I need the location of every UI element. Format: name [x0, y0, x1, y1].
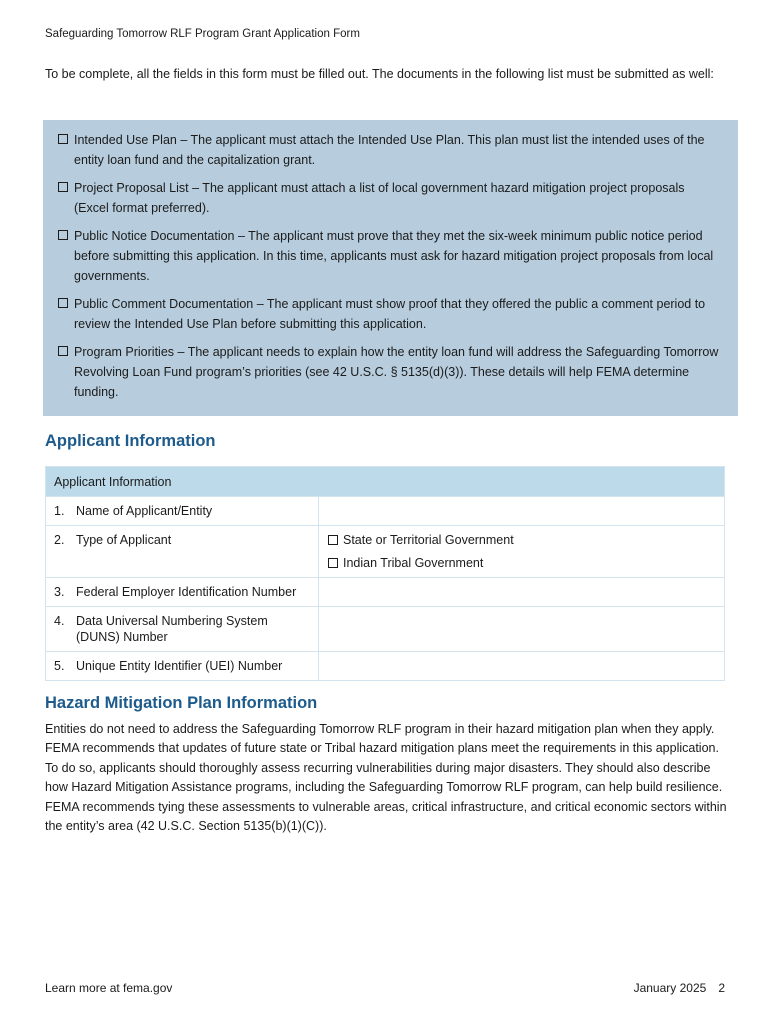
table-row — [46, 607, 725, 652]
intro-paragraph: To be complete, all the fields in this form must be filled out. The documents in the following list must be submitted as well: — [45, 67, 714, 81]
row-label — [46, 578, 319, 607]
hazard-mitigation-paragraph: Entities do not need to address the Safeguarding Tomorrow RLF program in their hazard mitigation plan when they apply. FEMA recommends that updates of future state or Tribal hazard mitigation plans meet the requirements in this application. To do so, applicants should thoroughly assess recurring vulnerabilities during major disasters. They should also describe how Hazard Mitigation Assistance programs, including the Safeguarding Tomorrow RLF program, can help build resilience. FEMA recommends tying these assessments to vulnerable areas, critical infrastructure, and critical economic sectors within the entity’s area (42 U.S.C. Section 5135(b)(1)(C)). — [45, 722, 727, 834]
row-label — [46, 652, 319, 681]
row-label — [46, 607, 319, 652]
row-label-text: Name of Applicant/Entity — [76, 504, 213, 518]
applicant-name-field[interactable] — [319, 497, 725, 526]
checkbox[interactable] — [58, 230, 68, 240]
table-row — [46, 578, 725, 607]
row-number: 3. — [54, 585, 65, 599]
page-header-title: Safeguarding Tomorrow RLF Program Grant Application Form — [45, 28, 360, 40]
document-checklist — [43, 120, 738, 416]
table-row — [46, 652, 725, 681]
checkbox[interactable] — [58, 182, 68, 192]
option-state-territorial — [327, 532, 716, 548]
checkbox[interactable] — [58, 298, 68, 308]
checkbox[interactable] — [328, 558, 338, 568]
checkbox[interactable] — [58, 134, 68, 144]
checklist-item-public-comment — [57, 294, 724, 334]
row-number: 2. — [54, 533, 65, 547]
fein-field[interactable] — [319, 578, 725, 607]
duns-field[interactable] — [319, 607, 725, 652]
option-indian-tribal — [327, 555, 716, 571]
table-row — [46, 526, 725, 578]
table-row — [46, 497, 725, 526]
table-header-row — [46, 467, 725, 497]
footer-link-text: Learn more at fema.gov — [45, 981, 173, 995]
table-header: Applicant Information — [46, 467, 725, 497]
applicant-information-heading: Applicant Information — [45, 432, 216, 450]
row-label — [46, 497, 319, 526]
applicant-information-table — [45, 466, 725, 681]
applicant-type-options — [319, 526, 725, 578]
footer-date: January 2025 — [633, 981, 707, 995]
checkbox[interactable] — [58, 346, 68, 356]
row-label — [46, 526, 319, 578]
row-label-text: Unique Entity Identifier (UEI) Number — [76, 659, 283, 673]
checklist-item-text: Public Comment Documentation – The applicant must show proof that they offered the public a comment period to review the Intended Use Plan before submitting this application. — [74, 297, 706, 331]
checkbox[interactable] — [328, 535, 338, 545]
checklist-item-intended-use-plan — [57, 130, 724, 170]
checklist-item-text: Project Proposal List – The applicant must attach a list of local government hazard mitigation project proposals (Excel format preferred). — [74, 181, 685, 215]
checklist-item-project-proposal-list — [57, 178, 724, 218]
row-label-text: Data Universal Numbering System (DUNS) Number — [76, 614, 268, 644]
row-label-text: Type of Applicant — [76, 533, 172, 547]
checklist-item-text: Program Priorities – The applicant needs to explain how the entity loan fund will address the Safeguarding Tomorrow Revolving Loan Fund program’s priorities (see 42 U.S.C. § 5135(d)(3)). These details will help FEMA determine funding. — [74, 345, 719, 399]
checklist-item-public-notice — [57, 226, 724, 286]
option-label: State or Territorial Government — [343, 533, 514, 547]
checklist-item-program-priorities — [57, 342, 724, 402]
row-number: 4. — [54, 614, 65, 628]
checklist-item-text: Public Notice Documentation – The applicant must prove that they met the six-week minimum public notice period before submitting this application. In this time, applicants must ask for hazard mitigation project proposals from local governments. — [74, 229, 714, 283]
row-label-text: Federal Employer Identification Number — [76, 585, 297, 599]
row-number: 1. — [54, 504, 65, 518]
footer-right — [634, 981, 725, 995]
option-label: Indian Tribal Government — [343, 556, 484, 570]
row-number: 5. — [54, 659, 65, 673]
uei-field[interactable] — [319, 652, 725, 681]
checklist-item-text: Intended Use Plan – The applicant must attach the Intended Use Plan. This plan must list the intended uses of the entity loan fund and the capitalization grant. — [74, 133, 705, 167]
page-number: 2 — [718, 981, 725, 995]
hazard-mitigation-heading: Hazard Mitigation Plan Information — [45, 694, 318, 712]
